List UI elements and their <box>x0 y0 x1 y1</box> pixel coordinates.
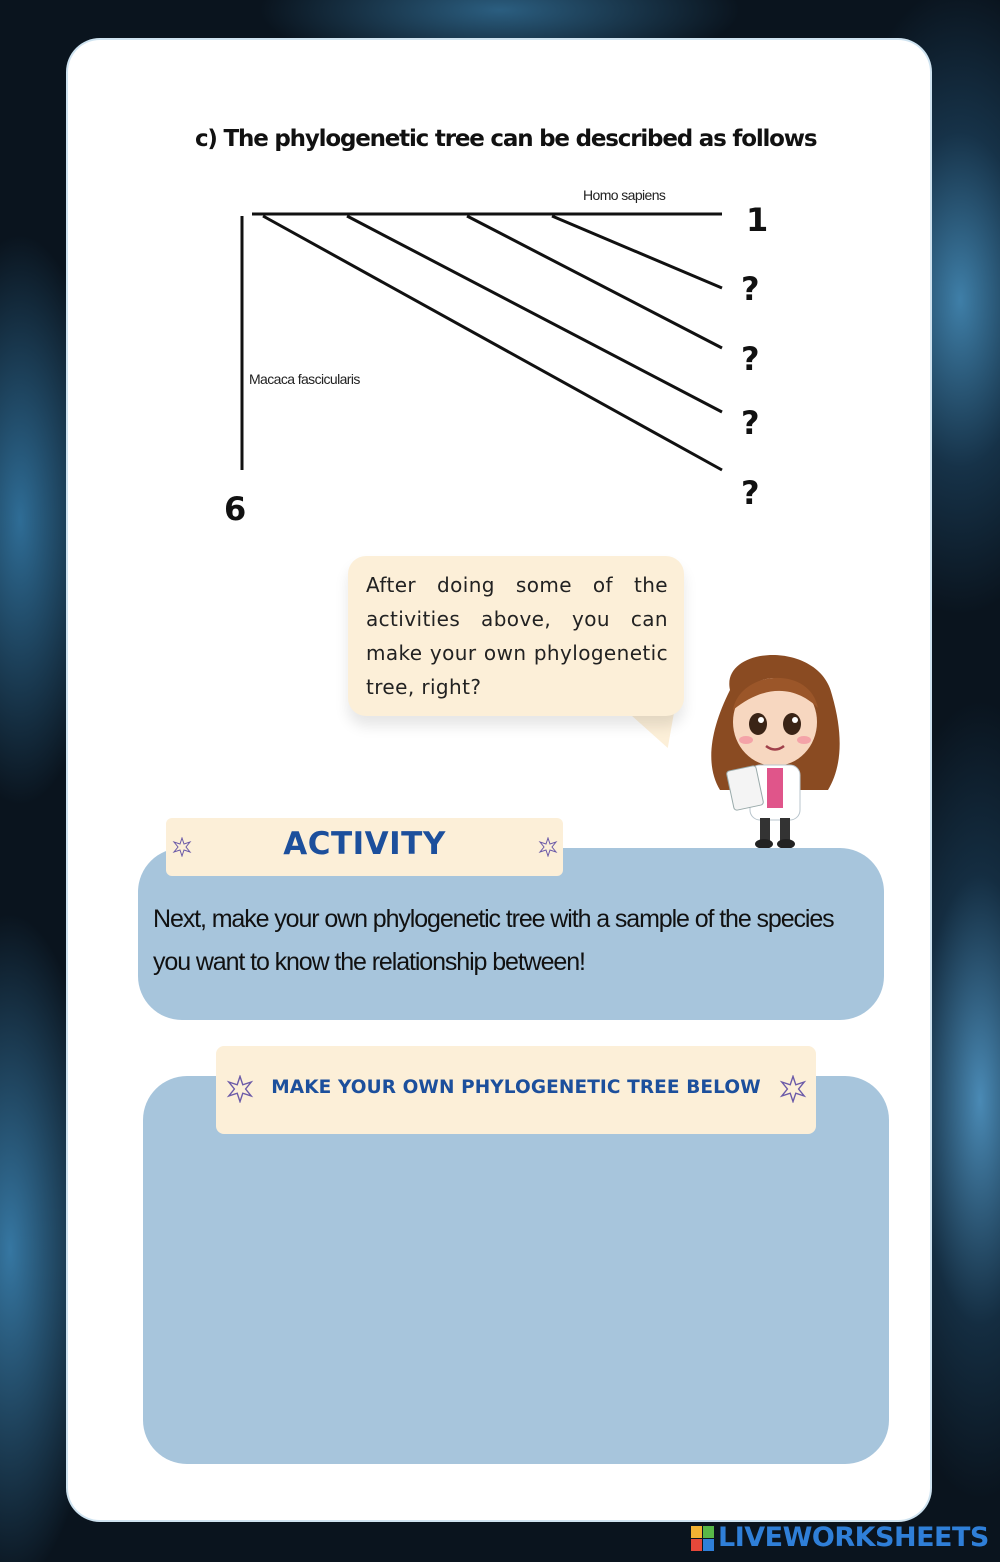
tree-branch-3 <box>467 216 722 348</box>
activity-instructions: Next, make your own phylogenetic tree with a sample of the species you want to know the relationship between! <box>153 905 834 976</box>
section-heading: c) The phylogenetic tree can be described as follows <box>195 126 817 152</box>
phylogenetic-tree <box>0 0 1000 540</box>
tree-branches <box>242 214 722 470</box>
speech-bubble-text: After doing some of the activities above, you can make your own phylogenetic tree, right? <box>366 573 668 699</box>
scientist-girl-illustration <box>700 650 850 850</box>
tree-number-bottom: 6 <box>224 490 247 528</box>
tree-unknown-1: ? <box>741 270 760 308</box>
tree-drawing-area[interactable] <box>143 1076 889 1464</box>
tree-unknown-4: ? <box>741 474 760 512</box>
watermark-text: LIVEWORKSHEETS <box>718 1522 989 1553</box>
activity-title: ACTIVITY <box>283 826 446 862</box>
tree-area-title: MAKE YOUR OWN PHYLOGENETIC TREE BELOW <box>271 1077 761 1098</box>
tree-unknown-3: ? <box>741 404 760 442</box>
tree-label-top-species: Homo sapiens <box>583 187 666 203</box>
tree-branch-2 <box>552 216 722 288</box>
liveworksheets-logo-icon <box>690 1524 716 1554</box>
tree-number-top: 1 <box>746 201 769 239</box>
tree-branch-4 <box>347 216 722 412</box>
tree-unknown-2: ? <box>741 340 760 378</box>
liveworksheets-logo <box>690 1522 989 1556</box>
tree-label-bottom-species: Macaca fascicularis <box>249 371 360 387</box>
tree-branch-5 <box>263 216 722 470</box>
